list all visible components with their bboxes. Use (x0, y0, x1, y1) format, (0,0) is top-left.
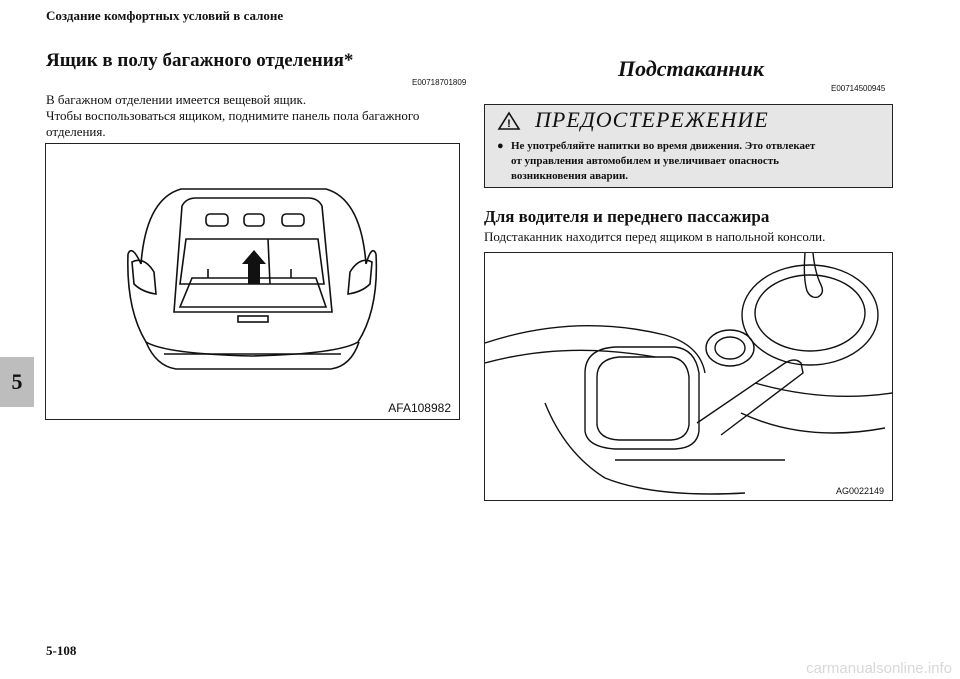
figure-label: AFA108982 (388, 401, 451, 415)
section-title-cup-holder: Подстаканник (618, 56, 765, 81)
svg-text:!: ! (507, 118, 511, 130)
warning-text (497, 139, 882, 184)
bullet-icon: ● (497, 140, 504, 152)
figure-cargo-area (45, 143, 460, 420)
chapter-tab: 5 (0, 357, 34, 407)
subsection-title: Для водителя и переднего пассажира (484, 207, 770, 226)
warning-line: от управления автомобилем и увеличивает опасность (511, 155, 779, 167)
page-number: 5-108 (46, 643, 77, 658)
warning-triangle-icon (497, 111, 521, 131)
paragraph-line: отделения. (46, 124, 106, 139)
car-rear-illustration (46, 144, 459, 419)
section-title-text: Ящик в полу багажного отделения* (46, 50, 354, 71)
paragraph-line: В багажном отделении имеется вещевой ящик. (46, 92, 307, 107)
warning-line: Не употребляйте напитки во время движения. Это отвлекает (511, 140, 816, 152)
section-paragraph (46, 92, 466, 140)
section-code: E00718701809 (412, 78, 467, 87)
warning-box (484, 104, 893, 188)
warning-line: возникновения аварии. (511, 170, 629, 182)
section-code: E00714500945 (831, 84, 886, 93)
warning-title: ПРЕДОСТЕРЕЖЕНИЕ (535, 107, 769, 132)
warning-header (485, 105, 892, 135)
figure-cup-holder (484, 252, 893, 501)
figure-label: AG0022149 (835, 486, 884, 496)
page-header: Создание комфортных условий в салоне (46, 8, 284, 23)
watermark: carmanualsonline.info (806, 660, 952, 677)
section-title-floor-box (46, 50, 353, 72)
paragraph-line: Чтобы воспользоваться ящиком, поднимите панель пола багажного (46, 108, 420, 123)
subsection-paragraph: Подстаканник находится перед ящиком в напольной консоли. (484, 229, 826, 244)
console-illustration (485, 253, 892, 500)
